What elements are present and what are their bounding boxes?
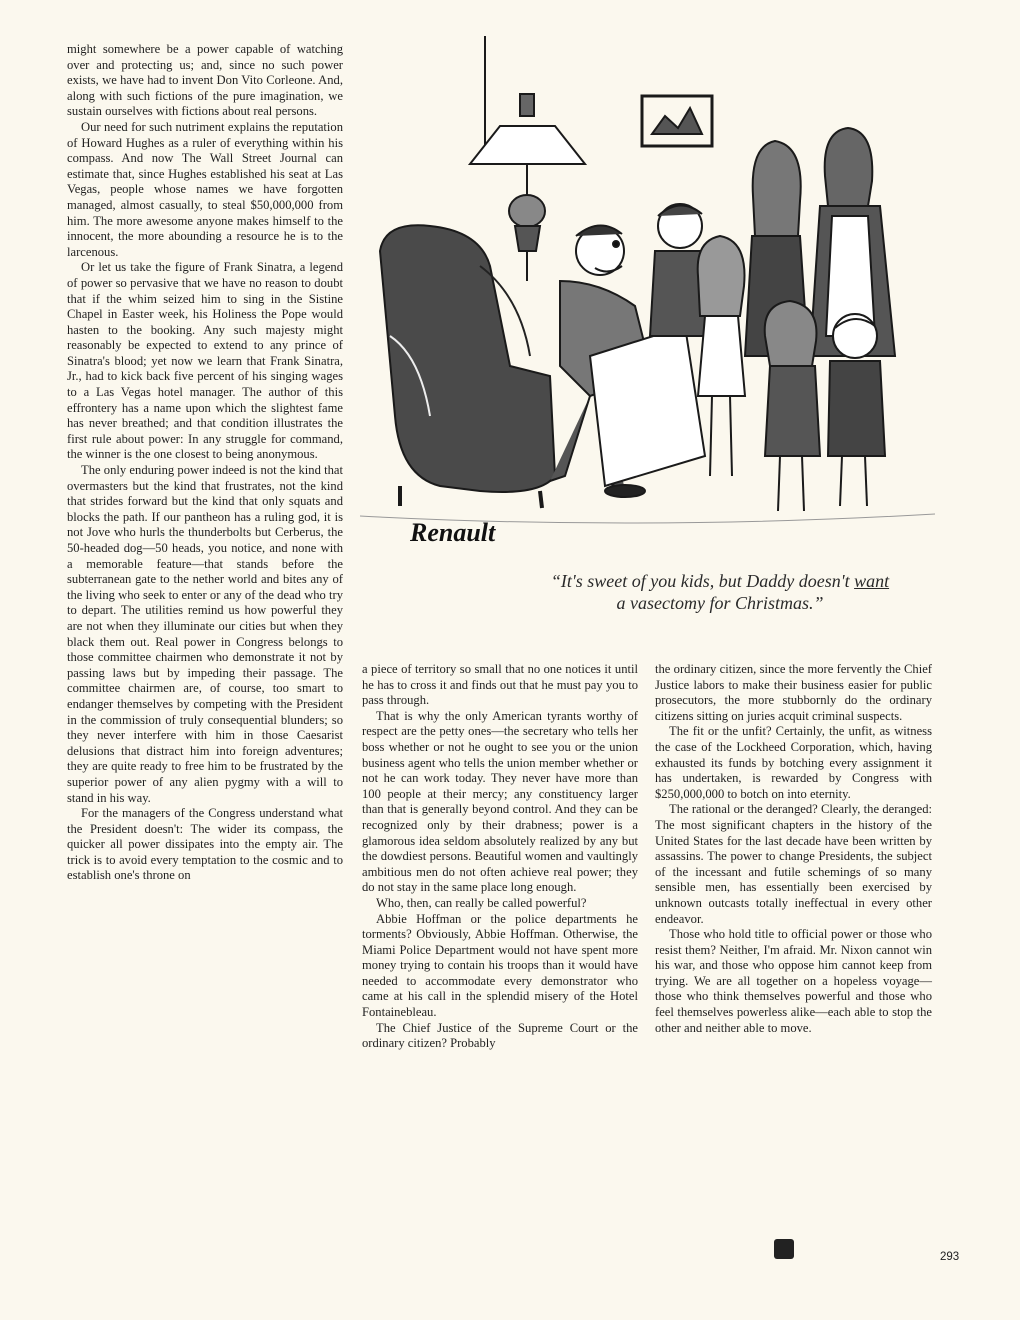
text-column-right	[655, 662, 932, 1036]
cartoon-illustration	[360, 36, 935, 566]
cartoon-caption	[520, 570, 920, 614]
caption-emphasis: want	[854, 571, 890, 591]
paragraph: That is why the only American tyrants worthy of respect are the petty ones—the secretary who tells her boss whether or not he ought to see you or the union business agent who tells the union member whether or not he can work today. They never have more than 100 people at their mercy; any constituency larger than that is generally beyond control. And they can be recognized only by their drabness; power is a glamorous idea seldom absolutely realized by any but the dowdiest persons. Beautiful women and vaultingly ambitious men do not often achieve real power; they do not stay in the same place long enough.	[362, 708, 638, 895]
text-column-left	[67, 42, 343, 884]
paragraph: the ordinary citizen, since the more fervently the Chief Justice labors to make their business easier for public prosecutors, the more stubbornly do the ordinary citizens sitting on juries acquit criminal suspects.	[655, 662, 932, 723]
paragraph: Abbie Hoffman or the police departments he torments? Obviously, Abbie Hoffman. Otherwise, the Miami Police Department would not have spent more money trying to contain his troops than it would have needed to accommodate every demonstrator who came at his call in the splendid misery of the Hotel Fontainebleau.	[362, 911, 638, 1020]
text-column-middle	[362, 662, 638, 1052]
paragraph: Who, then, can really be called powerful?	[376, 895, 587, 910]
cartoonist-signature: Renault	[410, 518, 496, 547]
caption-text-line2: a vasectomy for Christmas.”	[616, 593, 824, 613]
caption-text: “It's sweet of you kids, but Daddy doesn't	[550, 571, 855, 591]
paragraph: The fit or the unfit? Certainly, the unfit, as witness the case of the Lockheed Corporation, which, having exhausted its funds by botching every assignment it has undertaken, is rewarded by Congress with $250,000,000 to botch on into eternity.	[655, 724, 932, 801]
rabbit-logo-icon	[774, 1239, 794, 1259]
paragraph: The only enduring power indeed is not the kind that overmasters but the kind that frustrates, not the kind that strides forward but the kind that only squats and blocks the path. If our pantheon has a ruling god, it is not Jove who hurls the thunderbolts but Cerberus, the 50-headed dog—50 heads, you notice, and none with a memorable feature—that stands before the subterranean gate to the nether world and bites any of the living who seek to enter or any of the dead who try to depart. The utilities remind us how powerful they are not when they illuminate our cities but when they black them out. Real power in Congress belongs to those committee chairmen who demonstrate it not by passing laws but by impeding their passage. The committee chairmen are, of course, too smart to endanger themselves by competing with the President in the commission of truly consequential blunders; so they never interfere with him in those Caesarist delusions that distract him into foreign adventures; they are quite ready to free him to be frustrated by the superior power of any alien pygmy with a will to stand in his way.	[67, 463, 343, 805]
page-number: 293	[940, 1251, 960, 1263]
paragraph: The Chief Justice of the Supreme Court or the ordinary citizen? Probably	[362, 1020, 638, 1051]
paragraph: The rational or the deranged? Clearly, the deranged: The most significant chapters in the history of the United States for the last decade have been written by assassins. The power to change Presidents, the subject of the incessant and futile schemings of so many sensible men, has essentially been exercised by unknown outcasts totally ineffectual in every other endeavor.	[655, 802, 932, 926]
paragraph: Our need for such nutriment explains the reputation of Howard Hughes as a ruler of everything within his compass. And now The Wall Street Journal can estimate that, since Hughes established his seat at Las Vegas, people whose names we have forgotten managed, almost casually, to steal $50,000,000 from him. The more awesome anyone makes himself to the innocent, the more abounding a resource he is to the larcenous.	[67, 119, 343, 259]
paragraph: Or let us take the figure of Frank Sinatra, a legend of power so pervasive that we have no reason to doubt that if the whim seized him to sing in the Sistine Chapel in Easter week, his Holiness the Pope would hasten to the booking. Any such majesty might reasonably be expected to extend to any prince of Sinatra's blood; yet now we learn that Frank Sinatra, Jr., had to kick back five percent of his singing wages to a Las Vegas hotel manager. The author of this effrontery has a name upon which the slightest fame has never breathed; and that condition illustrates the first rule about power: In any struggle for command, the winner is the one closest to being anonymous.	[67, 260, 343, 462]
paragraph: might somewhere be a power capable of watching over and protecting us; and, since no such power exists, we have had to invent Don Vito Corleone. And, along with such fictions of the pure imagination, we sustain ourselves with fictions about real persons.	[67, 42, 343, 119]
paragraph: Those who hold title to official power or those who resist them? Neither, I'm afraid. Mr. Nixon cannot win his war, and those who oppose him cannot keep from trying. We are all together on a hopeless voyage—those who think themselves powerful and those who feel themselves powerless alike—each able to stop the other and neither able to move.	[655, 927, 932, 1035]
paragraph: a piece of territory so small that no one notices it until he has to cross it and finds out that he must pay you to pass through.	[362, 662, 638, 708]
paragraph: For the managers of the Congress understand what the President doesn't: The wider its compass, the quicker all power dissipates into the empty air. The trick is to avoid every temptation to the cosmic and to establish one's throne on	[67, 806, 343, 883]
